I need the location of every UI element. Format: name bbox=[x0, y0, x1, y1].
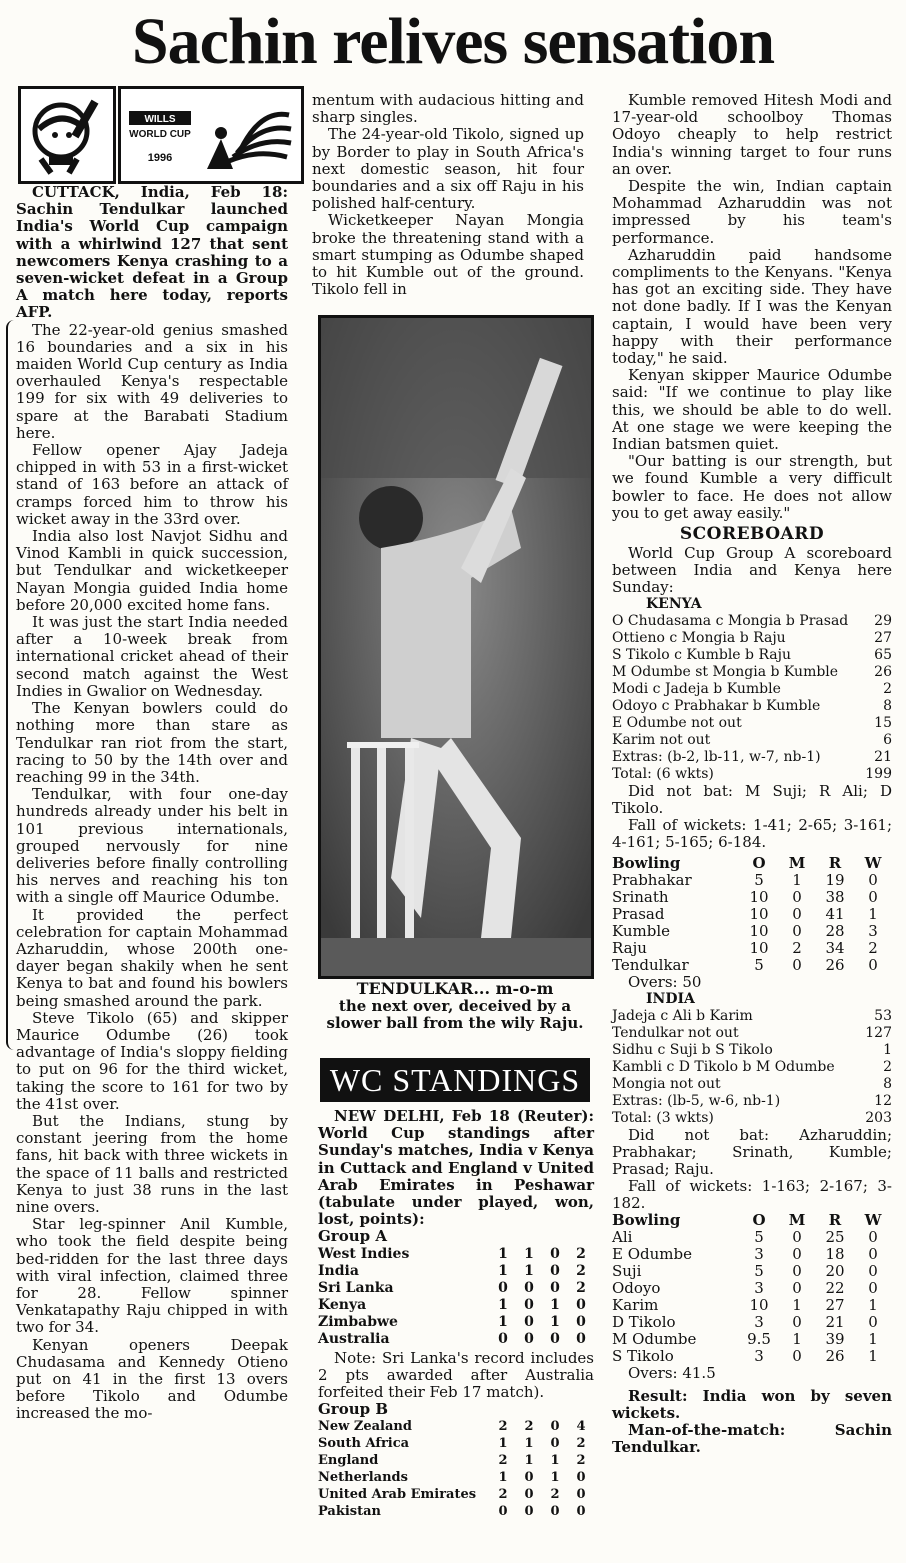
logo-area bbox=[18, 86, 302, 180]
standings-section bbox=[318, 1108, 594, 1520]
match-result: Result: India won by seven wickets. bbox=[612, 1387, 892, 1423]
bowling-o: 10 bbox=[749, 905, 769, 924]
standings-l: 1 bbox=[550, 1296, 560, 1313]
logo-line1: WILLS bbox=[144, 114, 176, 125]
bowler: D Tikolo bbox=[612, 1313, 676, 1332]
standings-l: 0 bbox=[550, 1330, 560, 1347]
world-cup-logo-icon bbox=[118, 86, 304, 184]
standings-row bbox=[318, 1469, 594, 1486]
team-name: Sri Lanka bbox=[318, 1279, 394, 1296]
bowling-r: 26 bbox=[825, 1347, 845, 1366]
bowling-r: 25 bbox=[825, 1228, 845, 1247]
group-b-label: Group B bbox=[318, 1400, 389, 1419]
standings-p: 1 bbox=[498, 1470, 508, 1486]
standings-l: 0 bbox=[550, 1504, 560, 1520]
caption-continued: the next over, deceived by a slower ball from the wily Raju. bbox=[326, 996, 584, 1032]
kenya-overs: Overs: 50 bbox=[628, 973, 702, 992]
team-name: Pakistan bbox=[318, 1504, 381, 1520]
scoreboard-title: SCOREBOARD bbox=[679, 524, 825, 545]
bowling-m: 0 bbox=[792, 1228, 802, 1247]
paragraph: Tendulkar, with four one-day hundreds already under his belt in 101 previous internationals, grouped nervously for nine deliveries before finally controlling his nerves and reaching his ton with a single off Maurice Odumbe. bbox=[16, 785, 288, 907]
batsman: Modi c Jadeja b Kumble bbox=[612, 681, 781, 698]
bowling-row bbox=[612, 923, 892, 940]
batting-row bbox=[612, 749, 892, 766]
bowling-w: 0 bbox=[868, 1313, 878, 1332]
kenya-fall-of-wickets: Fall of wickets: 1-41; 2-65; 3-161; 4-161; 5-165; 6-184. bbox=[612, 816, 892, 852]
bowling-row bbox=[612, 1348, 892, 1365]
bowling-o: 5 bbox=[754, 1262, 764, 1281]
headline: Sachin relives sensation bbox=[131, 5, 775, 78]
bowling-o: 10 bbox=[749, 922, 769, 941]
batting-row bbox=[612, 1076, 892, 1093]
paragraph: "Our batting is our strength, but we found Kumble a very difficult bowler to face. He does not allow you to get away easily." bbox=[612, 452, 892, 522]
batting-row bbox=[612, 1110, 892, 1127]
paragraph: The 24-year-old Tikolo, signed up by Border to play in South Africa's next domestic season, hit four boundaries and a six off Raju in his polished half-century. bbox=[312, 125, 584, 213]
standings-pts: 0 bbox=[576, 1313, 586, 1330]
bowler: Prabhakar bbox=[612, 871, 692, 890]
standings-banner: WC STANDINGS bbox=[320, 1058, 590, 1102]
standings-pts: 2 bbox=[576, 1453, 586, 1469]
bowling-o: 3 bbox=[754, 1279, 764, 1298]
scoreboard-intro: World Cup Group A scoreboard between India and Kenya here Sunday: bbox=[612, 544, 892, 597]
bowling-r: 34 bbox=[825, 939, 845, 958]
standings-w: 0 bbox=[524, 1330, 534, 1347]
bowling-r: 19 bbox=[825, 871, 845, 890]
bowling-row bbox=[612, 906, 892, 923]
standings-p: 1 bbox=[498, 1313, 508, 1330]
runs: 29 bbox=[874, 613, 892, 630]
bowling-m: 0 bbox=[792, 905, 802, 924]
standings-w: 0 bbox=[524, 1504, 534, 1520]
paragraph: Steve Tikolo (65) and skipper Maurice Odumbe (26) took advantage of India's sloppy fielding to put on 96 for the third wicket, taking the score to 161 for two by the 41st over. bbox=[16, 1008, 288, 1113]
standings-pts: 0 bbox=[576, 1487, 586, 1503]
runs: 15 bbox=[874, 715, 892, 732]
group-a-label: Group A bbox=[318, 1227, 387, 1246]
kenya-label: KENYA bbox=[646, 596, 702, 613]
standings-p: 1 bbox=[498, 1436, 508, 1452]
standings-row bbox=[318, 1297, 594, 1314]
team-name: Kenya bbox=[318, 1296, 367, 1313]
caption-title: TENDULKAR... m-o-m bbox=[356, 979, 554, 998]
paragraph: It was just the start India needed after a 10-week break from international cricket ahead of their second match against the West Indies in Gwalior on Wednesday. bbox=[16, 613, 288, 700]
bowling-o: 10 bbox=[749, 939, 769, 958]
standings-pts: 2 bbox=[576, 1245, 586, 1262]
standings-w: 0 bbox=[524, 1487, 534, 1503]
standings-row bbox=[318, 1503, 594, 1520]
bowling-label: Bowling bbox=[612, 1211, 681, 1230]
bowling-r: 20 bbox=[825, 1262, 845, 1281]
batting-row bbox=[612, 732, 892, 749]
standings-w: 0 bbox=[524, 1296, 534, 1313]
batting-row bbox=[612, 1042, 892, 1059]
logo-line3: 1996 bbox=[147, 152, 173, 164]
bowling-m: 0 bbox=[792, 1313, 802, 1332]
batsman: O Chudasama c Mongia b Prasad bbox=[612, 613, 849, 630]
bowler: Ali bbox=[612, 1228, 633, 1247]
bowling-w: 2 bbox=[868, 939, 878, 958]
bowling-row bbox=[612, 1280, 892, 1297]
bowling-m: 1 bbox=[792, 871, 802, 890]
runs: 53 bbox=[874, 1008, 892, 1025]
bowling-w: 0 bbox=[868, 888, 878, 907]
bowling-r: 27 bbox=[825, 1296, 845, 1315]
bowling-row bbox=[612, 1297, 892, 1314]
standings-pts: 0 bbox=[576, 1470, 586, 1486]
india-fall-of-wickets: Fall of wickets: 1-163; 2-167; 3-182. bbox=[612, 1177, 892, 1213]
batsman: Mongia not out bbox=[612, 1076, 721, 1093]
bowling-col-r: R bbox=[828, 854, 842, 873]
mascot-logo-icon bbox=[18, 86, 116, 184]
standings-pts: 0 bbox=[576, 1296, 586, 1313]
scoreboard bbox=[612, 526, 892, 1456]
bowling-row bbox=[612, 889, 892, 906]
bowling-row bbox=[612, 1246, 892, 1263]
bowling-m: 0 bbox=[792, 922, 802, 941]
batting-row bbox=[612, 630, 892, 647]
paragraph: But the Indians, stung by constant jeering from the home fans, hit back with three wickets in the space of 11 balls and restricted Kenya to just 38 runs in the last nine overs. bbox=[16, 1111, 288, 1216]
bowler: E Odumbe bbox=[612, 1245, 692, 1264]
paragraph: CUTTACK, India, Feb 18: Sachin Tendulkar launched India's World Cup campaign with a whirlwind 127 that sent newcomers Kenya crashing to a seven-wicket defeat in a Group A match here today, reports AFP. bbox=[16, 183, 288, 322]
batsman: Odoyo c Prabhakar b Kumble bbox=[612, 698, 821, 715]
bowling-r: 21 bbox=[825, 1313, 845, 1332]
batting-row bbox=[612, 1025, 892, 1042]
bowling-row bbox=[612, 1314, 892, 1331]
bowling-m: 0 bbox=[792, 1245, 802, 1264]
bowling-col-m: M bbox=[788, 854, 806, 873]
bowling-o: 3 bbox=[754, 1313, 764, 1332]
batting-row bbox=[612, 681, 892, 698]
standings-w: 0 bbox=[524, 1313, 534, 1330]
standings-intro: NEW DELHI, Feb 18 (Reuter): World Cup standings after Sunday's matches, India v Kenya in Cuttack and England v United Arab Emirates in Peshawar (tabulate under played, won, lost, points): bbox=[318, 1107, 594, 1229]
photo-caption bbox=[318, 980, 592, 1033]
standings-w: 1 bbox=[524, 1436, 534, 1452]
bowling-m: 0 bbox=[792, 1262, 802, 1281]
paragraph: Wicketkeeper Nayan Mongia broke the threatening stand with a smart stumping as Odumbe shaped to hit Kumble out of the ground. Tikolo fell in bbox=[312, 211, 584, 299]
standings-row bbox=[318, 1452, 594, 1469]
standings-row bbox=[318, 1331, 594, 1348]
batsman: Ottieno c Mongia b Raju bbox=[612, 630, 786, 647]
runs: 8 bbox=[883, 698, 892, 715]
bowler: Suji bbox=[612, 1262, 642, 1281]
standings-w: 2 bbox=[524, 1419, 534, 1435]
paragraph: Kenyan skipper Maurice Odumbe said: "If we continue to play like this, we should be able to do well. At one stage we were keeping the Indian batsmen quiet. bbox=[612, 366, 892, 454]
paragraph: Kenyan openers Deepak Chudasama and Kennedy Otieno put on 41 in the first 13 overs before Tikolo and Odumbe increased the mo- bbox=[16, 1335, 288, 1423]
bowling-w: 1 bbox=[868, 905, 878, 924]
bowling-o: 5 bbox=[754, 956, 764, 975]
bowler: Prasad bbox=[612, 905, 665, 924]
standings-p: 1 bbox=[498, 1296, 508, 1313]
bowling-m: 0 bbox=[792, 888, 802, 907]
bowling-w: 0 bbox=[868, 956, 878, 975]
batting-row bbox=[612, 698, 892, 715]
bowling-o: 5 bbox=[754, 871, 764, 890]
standings-l: 0 bbox=[550, 1245, 560, 1262]
standings-pts: 2 bbox=[576, 1436, 586, 1452]
standings-pts: 4 bbox=[576, 1419, 586, 1435]
paragraph: It provided the perfect celebration for captain Mohammad Azharuddin, whose 200th one-dayer began shakily when he sent Kenya to bat and found his bowlers being smashed around the park. bbox=[16, 905, 288, 1010]
bowling-col-m: M bbox=[788, 1211, 806, 1230]
team-name: Netherlands bbox=[318, 1470, 408, 1486]
bowling-row bbox=[612, 957, 892, 974]
bowler: Karim bbox=[612, 1296, 659, 1315]
standings-w: 0 bbox=[524, 1470, 534, 1486]
standings-w: 1 bbox=[524, 1453, 534, 1469]
bowling-label: Bowling bbox=[612, 854, 681, 873]
team-name: United Arab Emirates bbox=[318, 1487, 477, 1503]
bowler: M Odumbe bbox=[612, 1330, 697, 1349]
bowler: S Tikolo bbox=[612, 1347, 674, 1366]
india-did-not-bat: Did not bat: Azharuddin; Prabhakar; Srinath, Kumble; Prasad; Raju. bbox=[612, 1126, 892, 1179]
batting-row bbox=[612, 1008, 892, 1025]
batsman: Extras: (lb-5, w-6, nb-1) bbox=[612, 1093, 781, 1110]
batting-row bbox=[612, 664, 892, 681]
batsman: E Odumbe not out bbox=[612, 715, 742, 732]
paragraph: Fellow opener Ajay Jadeja chipped in with 53 in a first-wicket stand of 163 before an attack of cramps forced him to throw his wicket away in the 33rd over. bbox=[16, 441, 288, 528]
batting-row bbox=[612, 1059, 892, 1076]
runs: 27 bbox=[874, 630, 892, 647]
bowling-w: 0 bbox=[868, 871, 878, 890]
bowling-w: 0 bbox=[868, 1228, 878, 1247]
team-name: New Zealand bbox=[318, 1419, 412, 1435]
standings-w: 0 bbox=[524, 1279, 534, 1296]
batsman: Tendulkar not out bbox=[612, 1025, 739, 1042]
standings-pts: 2 bbox=[576, 1262, 586, 1279]
paragraph: Kumble removed Hitesh Modi and 17-year-old schoolboy Thomas Odoyo cheaply to help restrict India's winning target to four runs an over. bbox=[612, 91, 892, 178]
paragraph: The 22-year-old genius smashed 16 boundaries and a six in his maiden World Cup century as India overhauled Kenya's respectable 199 for six with 49 deliveries to spare at the Barabati Stadium here. bbox=[16, 320, 288, 442]
kenya-bowling-table bbox=[612, 1212, 892, 1365]
bowling-r: 18 bbox=[825, 1245, 845, 1264]
standings-w: 1 bbox=[524, 1262, 534, 1279]
standings-row bbox=[318, 1246, 594, 1263]
bowling-w: 0 bbox=[868, 1279, 878, 1298]
runs: 21 bbox=[874, 749, 892, 766]
bowling-o: 10 bbox=[749, 888, 769, 907]
bowling-w: 1 bbox=[868, 1347, 878, 1366]
bowling-o: 3 bbox=[754, 1347, 764, 1366]
bowling-r: 28 bbox=[825, 922, 845, 941]
batsman: Jadeja c Ali b Karim bbox=[612, 1008, 753, 1025]
bowler: Odoyo bbox=[612, 1279, 661, 1298]
kenya-did-not-bat: Did not bat: M Suji; R Ali; D Tikolo. bbox=[612, 782, 892, 818]
standings-l: 0 bbox=[550, 1279, 560, 1296]
bowler: Srinath bbox=[612, 888, 669, 907]
india-batting-table bbox=[612, 1008, 892, 1127]
bowling-header bbox=[612, 855, 892, 872]
bowling-m: 2 bbox=[792, 939, 802, 958]
runs: 127 bbox=[865, 1025, 892, 1042]
standings-row bbox=[318, 1280, 594, 1297]
standings-l: 2 bbox=[550, 1487, 560, 1503]
runs: 12 bbox=[874, 1093, 892, 1110]
runs: 26 bbox=[874, 664, 892, 681]
paragraph: India also lost Navjot Sidhu and Vinod Kambli in quick succession, but Tendulkar and wicketkeeper Nayan Mongia guided India home before 20,000 excited home fans. bbox=[16, 527, 288, 614]
runs: 2 bbox=[883, 681, 892, 698]
standings-row bbox=[318, 1435, 594, 1452]
batting-row bbox=[612, 647, 892, 664]
standings-w: 1 bbox=[524, 1245, 534, 1262]
standings-row bbox=[318, 1486, 594, 1503]
paragraph: Azharuddin paid handsome compliments to the Kenyans. "Kenya has got an exciting side. They have not done badly. If I was the Kenyan captain, I would have been very happy with their performance today," he said. bbox=[612, 245, 892, 368]
batsman: S Tikolo c Kumble b Raju bbox=[612, 647, 792, 664]
paragraph: The Kenyan bowlers could do nothing more than stare as Tendulkar ran riot from the start, racing to 50 by the 14th over and reaching 99 in the 34th. bbox=[16, 699, 288, 786]
india-bowling-table bbox=[612, 855, 892, 974]
group-a-table bbox=[318, 1246, 594, 1348]
standings-l: 1 bbox=[550, 1470, 560, 1486]
bowling-o: 3 bbox=[754, 1245, 764, 1264]
bowling-row bbox=[612, 1263, 892, 1280]
batting-row bbox=[612, 1093, 892, 1110]
bowling-r: 41 bbox=[825, 905, 845, 924]
standings-p: 0 bbox=[498, 1504, 508, 1520]
team-name: England bbox=[318, 1453, 379, 1469]
standings-pts: 0 bbox=[576, 1504, 586, 1520]
bowling-col-w: W bbox=[864, 1211, 882, 1230]
bowling-w: 1 bbox=[868, 1296, 878, 1315]
bowling-r: 39 bbox=[825, 1330, 845, 1349]
bowling-row bbox=[612, 1331, 892, 1348]
bowling-r: 26 bbox=[825, 956, 845, 975]
standings-l: 0 bbox=[550, 1262, 560, 1279]
runs: 203 bbox=[865, 1110, 892, 1127]
paragraph: Star leg-spinner Anil Kumble, who took the field despite being bed-ridden for the last three days with viral infection, claimed three for 28. Fellow spinner Venkatapathy Raju chipped in with two for 34. bbox=[16, 1215, 288, 1337]
batsman: Kambli c D Tikolo b M Odumbe bbox=[612, 1059, 835, 1076]
bowling-o: 10 bbox=[749, 1296, 769, 1315]
batting-row bbox=[612, 766, 892, 783]
bowling-r: 22 bbox=[825, 1279, 845, 1298]
bowling-col-o: O bbox=[752, 854, 766, 873]
bowling-m: 0 bbox=[792, 956, 802, 975]
bowling-col-w: W bbox=[864, 854, 882, 873]
runs: 6 bbox=[883, 732, 892, 749]
tendulkar-photo bbox=[318, 315, 594, 979]
standings-pts: 2 bbox=[576, 1279, 586, 1296]
logo-line2: WORLD CUP bbox=[129, 129, 191, 140]
runs: 2 bbox=[883, 1059, 892, 1076]
batting-row bbox=[612, 613, 892, 630]
standings-pts: 0 bbox=[576, 1330, 586, 1347]
bowling-w: 0 bbox=[868, 1245, 878, 1264]
standings-row bbox=[318, 1418, 594, 1435]
bowling-w: 1 bbox=[868, 1330, 878, 1349]
standings-p: 0 bbox=[498, 1279, 508, 1296]
bowling-w: 3 bbox=[868, 922, 878, 941]
standings-l: 1 bbox=[550, 1313, 560, 1330]
bowling-o: 9.5 bbox=[747, 1330, 771, 1349]
standings-p: 1 bbox=[498, 1245, 508, 1262]
bowling-row bbox=[612, 940, 892, 957]
team-name: Australia bbox=[318, 1330, 390, 1347]
standings-l: 1 bbox=[550, 1453, 560, 1469]
india-label: INDIA bbox=[646, 991, 695, 1008]
bowling-r: 38 bbox=[825, 888, 845, 907]
standings-p: 1 bbox=[498, 1262, 508, 1279]
batsman: Extras: (b-2, lb-11, w-7, nb-1) bbox=[612, 749, 821, 766]
bowling-o: 5 bbox=[754, 1228, 764, 1247]
kenya-batting-table bbox=[612, 613, 892, 783]
bowling-row bbox=[612, 872, 892, 889]
bowling-header bbox=[612, 1212, 892, 1229]
standings-row bbox=[318, 1314, 594, 1331]
batsman: Sidhu c Suji b S Tikolo bbox=[612, 1042, 773, 1059]
batsman: M Odumbe st Mongia b Kumble bbox=[612, 664, 839, 681]
bowling-m: 1 bbox=[792, 1296, 802, 1315]
runs: 1 bbox=[883, 1042, 892, 1059]
article-column-2 bbox=[312, 92, 584, 298]
runs: 8 bbox=[883, 1076, 892, 1093]
standings-p: 2 bbox=[498, 1487, 508, 1503]
standings-p: 2 bbox=[498, 1419, 508, 1435]
team-name: South Africa bbox=[318, 1436, 410, 1452]
paragraph: Despite the win, Indian captain Mohammad Azharuddin was not impressed by his team's performance. bbox=[612, 177, 892, 247]
article-column-3 bbox=[612, 92, 892, 1456]
bowling-col-r: R bbox=[828, 1211, 842, 1230]
bowling-w: 0 bbox=[868, 1262, 878, 1281]
bowling-col-o: O bbox=[752, 1211, 766, 1230]
standings-l: 0 bbox=[550, 1419, 560, 1435]
batsman: Total: (6 wkts) bbox=[612, 766, 714, 783]
batsman: Karim not out bbox=[612, 732, 711, 749]
bowler: Tendulkar bbox=[612, 956, 689, 975]
standings-l: 0 bbox=[550, 1436, 560, 1452]
bowling-row bbox=[612, 1229, 892, 1246]
runs: 199 bbox=[865, 766, 892, 783]
runs: 65 bbox=[874, 647, 892, 664]
india-overs: Overs: 41.5 bbox=[628, 1364, 716, 1383]
paragraph: mentum with audacious hitting and sharp singles. bbox=[312, 91, 584, 127]
batsman: Total: (3 wkts) bbox=[612, 1110, 714, 1127]
team-name: West Indies bbox=[318, 1245, 410, 1262]
standings-p: 0 bbox=[498, 1330, 508, 1347]
batting-row bbox=[612, 715, 892, 732]
bowler: Raju bbox=[612, 939, 647, 958]
team-name: India bbox=[318, 1262, 359, 1279]
bowling-m: 0 bbox=[792, 1279, 802, 1298]
bowling-m: 0 bbox=[792, 1347, 802, 1366]
standings-row bbox=[318, 1263, 594, 1280]
bowling-m: 1 bbox=[792, 1330, 802, 1349]
man-of-the-match: Man-of-the-match: Sachin Tendulkar. bbox=[612, 1421, 892, 1457]
group-b-table bbox=[318, 1418, 594, 1520]
team-name: Zimbabwe bbox=[318, 1313, 398, 1330]
standings-note: Note: Sri Lanka's record includes 2 pts awarded after Australia forfeited their Feb 17 match). bbox=[318, 1348, 594, 1402]
article-column-1 bbox=[16, 184, 288, 1423]
bowler: Kumble bbox=[612, 922, 671, 941]
standings-p: 2 bbox=[498, 1453, 508, 1469]
